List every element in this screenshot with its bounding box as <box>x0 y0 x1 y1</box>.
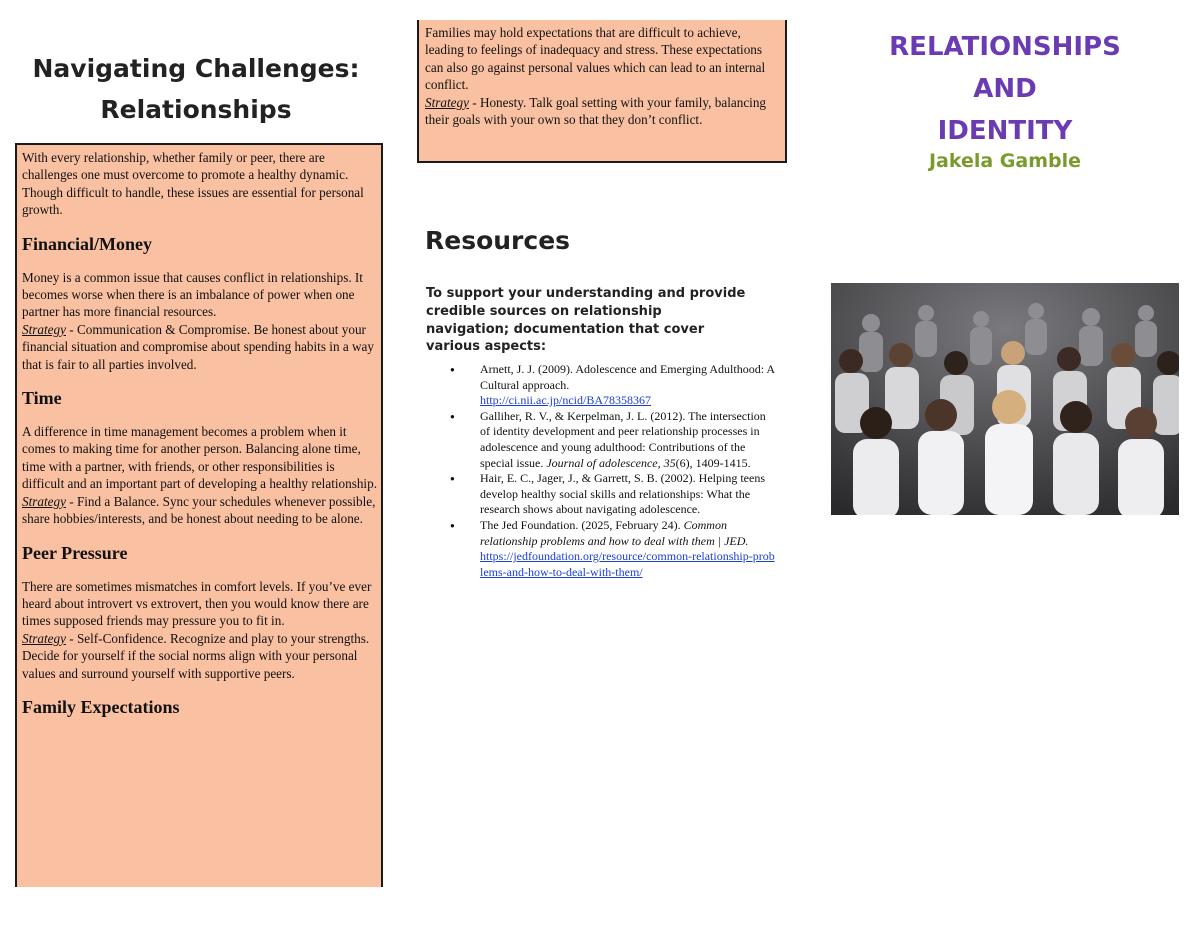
challenges-panel <box>15 143 383 887</box>
page-title-line-2: Relationships <box>100 95 292 124</box>
resources-intro: To support your understanding and provide credible sources on relationship navigation; documentation that cover various aspects: <box>426 286 746 355</box>
strategy-text: - Communication & Compromise. Be honest about your financial situation and compromise about spending habits in a way that is fair to all parties involved. <box>22 321 374 372</box>
strategy-financial <box>22 321 377 373</box>
strategy-text: - Find a Balance. Sync your schedules whenever possible, share hobbies/interests, and be honest about needing to be alone. <box>22 493 376 527</box>
crowd-photo <box>831 283 1179 515</box>
family-body: Families may hold expectations that are difficult to achieve, leading to feelings of inadequacy and stress. These expectations can also go against personal values which can lead to an internal conflict. <box>425 25 766 93</box>
intro-paragraph: With every relationship, whether family or peer, there are challenges one must overcome to promote a healthy dynamic. Though difficult to handle, these issues are essential for personal growth. <box>22 150 364 218</box>
cover-title-line-3: IDENTITY <box>937 116 1073 146</box>
reference-text: Hair, E. C., Jager, J., & Garrett, S. B. (2002). Helping teens develop healthy social skills and relationships: What the research shows about navigating adolescence. <box>480 471 765 517</box>
reference-item <box>450 518 775 580</box>
page-title <box>16 48 376 130</box>
section-heading-family: Family Expectations <box>22 696 180 717</box>
page-title-line-1: Navigating Challenges: <box>32 54 360 83</box>
strategy-label: Strategy <box>22 630 66 646</box>
section-body-financial: Money is a common issue that causes conflict in relationships. It becomes worse when there is an imbalance of power when one partner has more financial resources. <box>22 269 363 320</box>
resources-heading: Resources <box>425 226 571 255</box>
reference-item <box>450 471 775 518</box>
section-heading-financial: Financial/Money <box>22 233 152 254</box>
reference-pages: (6), 1409-1415. <box>675 455 751 470</box>
strategy-text: - Self-Confidence. Recognize and play to your strengths. Decide for yourself if the social norms align with your personal values and surround yourself with supportive peers. <box>22 630 370 681</box>
strategy-peer-pressure <box>22 630 377 682</box>
cover-title-line-2: AND <box>973 74 1037 104</box>
reference-item <box>450 409 775 471</box>
reference-item <box>450 362 775 409</box>
cover-title <box>850 26 1160 152</box>
reference-text: Arnett, J. J. (2009). Adolescence and Emerging Adulthood: A Cultural approach. <box>480 362 775 392</box>
strategy-label: Strategy <box>425 94 469 110</box>
reference-link[interactable]: https://jedfoundation.org/resource/common-relationship-problems-and-how-to-deal-with-them/ <box>480 549 775 579</box>
reference-journal: Journal of adolescence, 35 <box>546 455 676 470</box>
strategy-family <box>425 94 781 129</box>
section-heading-time: Time <box>22 388 62 409</box>
family-expectations-panel <box>417 20 787 163</box>
strategy-label: Strategy <box>22 321 66 337</box>
reference-list <box>450 362 775 580</box>
strategy-label: Strategy <box>22 493 66 509</box>
reference-title: Common relationship problems and how to deal with them | JED. <box>480 517 749 548</box>
section-body-time: A difference in time management becomes a problem when it comes to making time for another person. Balancing alone time, time with a partner, with friends, or other responsibilities is difficult and an important part of developing a healthy relationship. <box>22 424 377 492</box>
crowd-photo-illustration <box>831 283 1179 515</box>
strategy-text: - Honesty. Talk goal setting with your family, balancing their goals with your own so that they don’t conflict. <box>425 94 767 128</box>
strategy-time <box>22 493 377 528</box>
cover-title-line-1: RELATIONSHIPS <box>889 32 1121 62</box>
section-heading-peer-pressure: Peer Pressure <box>22 542 128 563</box>
reference-link[interactable]: http://ci.nii.ac.jp/ncid/BA78358367 <box>480 393 651 408</box>
author-name: Jakela Gamble <box>928 150 1082 172</box>
reference-text: The Jed Foundation. (2025, February 24). <box>480 517 684 532</box>
reference-text: Galliher, R. V., & Kerpelman, J. L. (2012). The intersection of identity development and peer relationship processes in adolescence and young adulthood: Contributions of the special issue. <box>480 408 766 470</box>
section-body-peer-pressure: There are sometimes mismatches in comfort levels. If you’ve ever heard about introvert vs extrovert, then you would know there are times supposed friends may pressure you to fit in. <box>22 578 372 629</box>
